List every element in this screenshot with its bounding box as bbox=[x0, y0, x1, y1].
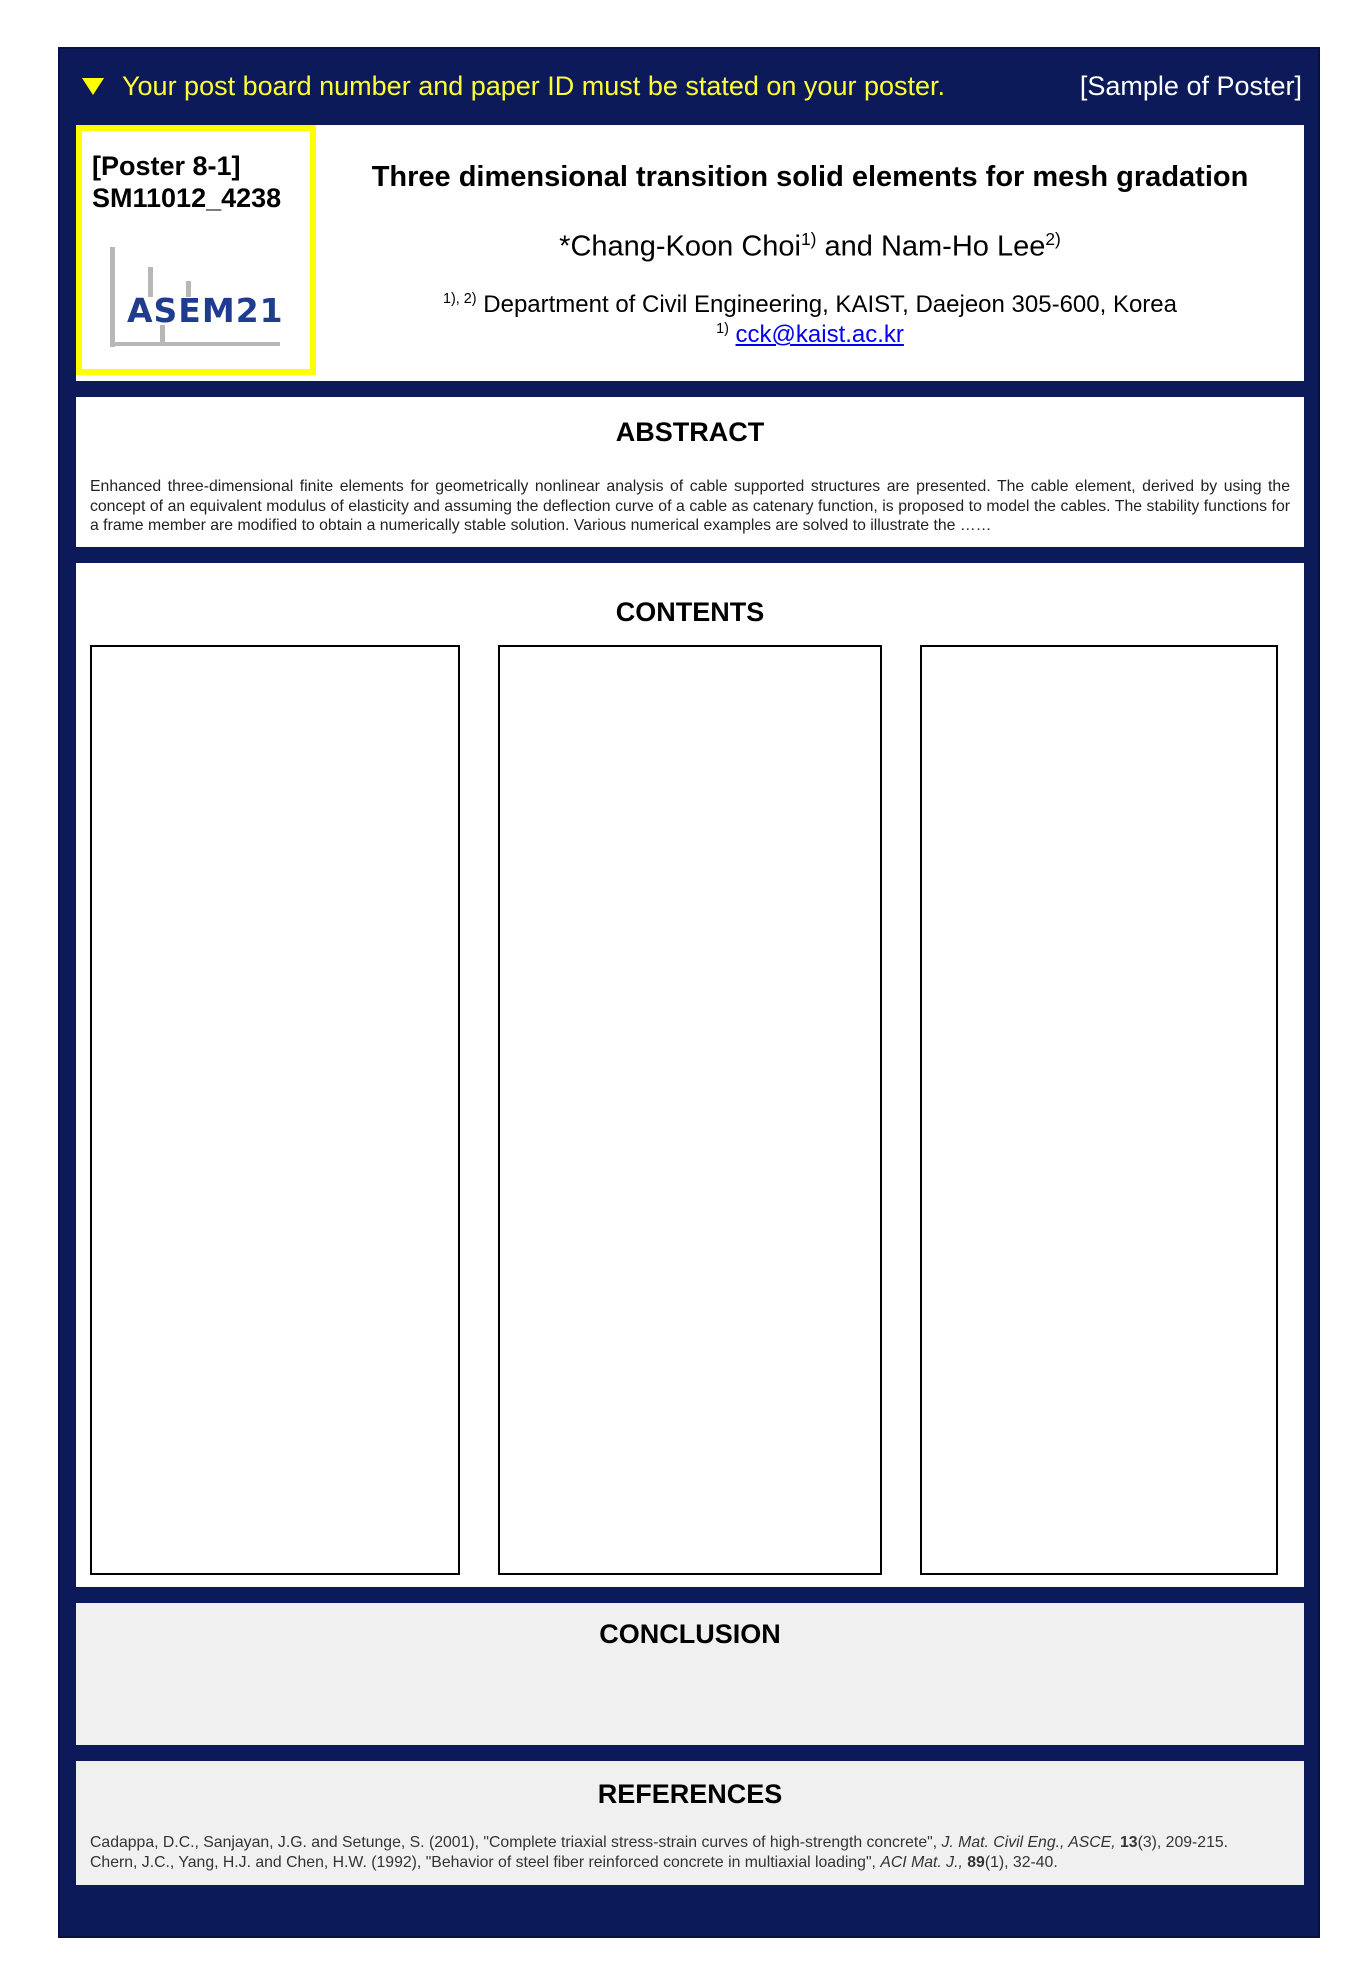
author-conjunction: and bbox=[816, 230, 881, 263]
reference-2-pages: (1), 32-40. bbox=[984, 1854, 1058, 1871]
affiliation bbox=[316, 291, 1304, 319]
reference-1-volume: 13 bbox=[1120, 1834, 1138, 1851]
reference-1-pages: (3), 209-215. bbox=[1137, 1834, 1229, 1851]
author-2-affil: 2) bbox=[1045, 229, 1061, 249]
logo-text: ASEM21 bbox=[127, 291, 284, 330]
abstract-heading: ABSTRACT bbox=[615, 417, 765, 447]
contents-panel bbox=[76, 563, 1304, 1587]
author-2: Nam-Ho Lee bbox=[880, 230, 1046, 263]
references-list bbox=[90, 1833, 1294, 1873]
notice-text: Your post board number and paper ID must be stated on your poster. bbox=[122, 71, 946, 101]
authors bbox=[316, 229, 1304, 264]
poster-frame bbox=[58, 47, 1320, 1938]
reference-2-text: Chern, J.C., Yang, H.J. and Chen, H.W. (1992), "Behavior of steel fiber reinforced concrete in multiaxial loading", bbox=[90, 1854, 881, 1871]
contents-heading: CONTENTS bbox=[615, 597, 765, 627]
reference-item bbox=[90, 1853, 1294, 1873]
abstract-text: Enhanced three-dimensional finite elements for geometrically nonlinear analysis of cable supported structures are presented. The cable element, derived by using the concept of an equivalent modulus of elasticity and assuming the deflection curve of a cable as catenary function, is proposed to model the cables. The stability functions for a frame member are modified to obtain a numerically stable solution. Various numerical examples are solved to illustrate the …… bbox=[90, 478, 1290, 534]
reference-1-journal: J. Mat. Civil Eng., ASCE, bbox=[941, 1834, 1116, 1851]
contents-column-right bbox=[920, 645, 1278, 1575]
references-panel bbox=[76, 1761, 1304, 1885]
paper-id: SM11012_4238 bbox=[92, 183, 282, 213]
conclusion-panel bbox=[76, 1603, 1304, 1745]
reference-2-journal: ACI Mat. J., bbox=[880, 1854, 963, 1871]
asem21-logo bbox=[110, 247, 284, 347]
notice-bar bbox=[60, 49, 1318, 125]
triangle-down-icon bbox=[82, 78, 104, 95]
abstract-panel bbox=[76, 397, 1304, 547]
reference-2-volume: 89 bbox=[967, 1854, 985, 1871]
affiliation-marker: 1), 2) bbox=[443, 291, 477, 307]
reference-item bbox=[90, 1833, 1294, 1853]
email-marker: 1) bbox=[716, 321, 729, 337]
references-heading: REFERENCES bbox=[597, 1779, 783, 1809]
contact-email bbox=[316, 321, 1304, 349]
paper-title: Three dimensional transition solid elements for mesh gradation bbox=[371, 161, 1249, 193]
reference-1-text: Cadappa, D.C., Sanjayan, J.G. and Setunge, S. (2001), "Complete triaxial stress-strain curves of high-strength concrete", bbox=[90, 1834, 942, 1851]
contents-column-middle bbox=[498, 645, 882, 1575]
email-link[interactable]: cck@kaist.ac.kr bbox=[735, 321, 904, 348]
author-1: *Chang-Koon Choi bbox=[559, 230, 801, 263]
poster-number: [Poster 8-1] bbox=[92, 151, 241, 181]
author-1-affil: 1) bbox=[800, 229, 817, 249]
poster-id-box bbox=[76, 125, 316, 375]
affiliation-text: Department of Civil Engineering, KAIST, Daejeon 305-600, Korea bbox=[476, 291, 1177, 318]
header-panel bbox=[76, 125, 1304, 381]
sample-label: [Sample of Poster] bbox=[1079, 71, 1302, 101]
contents-column-left bbox=[90, 645, 460, 1575]
conclusion-heading: CONCLUSION bbox=[599, 1619, 781, 1649]
